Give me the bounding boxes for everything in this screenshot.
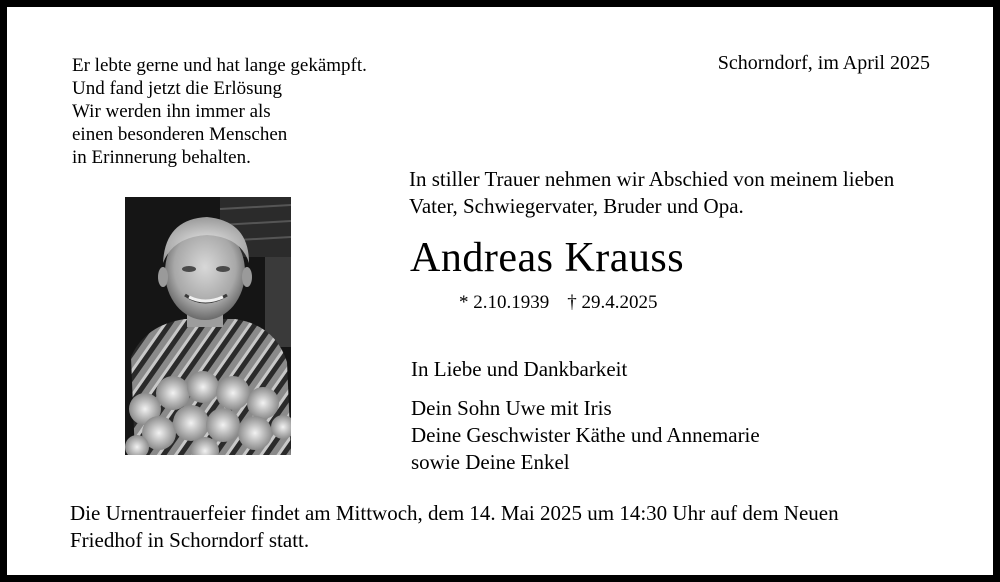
mourner-line: Dein Sohn Uwe mit Iris: [411, 396, 612, 420]
funeral-notice-line: Friedhof in Schorndorf statt.: [70, 528, 310, 552]
memorial-quote: [72, 54, 367, 169]
birth-date: * 2.10.1939: [459, 292, 550, 313]
quote-line: Und fand jetzt die Erlösung: [72, 78, 283, 99]
dedication: In Liebe und Dankbarkeit: [411, 357, 628, 381]
life-dates: [459, 291, 658, 315]
intro-line: Vater, Schwiegervater, Bruder und Opa.: [409, 194, 744, 218]
mourning-intro: [409, 166, 894, 220]
intro-line: In stiller Trauer nehmen wir Abschied von meinem lieben: [409, 167, 895, 191]
mourners-list: [411, 395, 760, 476]
quote-line: Er lebte gerne und hat lange gekämpft.: [72, 55, 367, 76]
place-date: Schorndorf, im April 2025: [717, 52, 930, 74]
quote-line: in Erinnerung behalten.: [72, 147, 251, 168]
portrait-photo: [125, 197, 291, 455]
quote-line: Wir werden ihn immer als: [72, 101, 271, 122]
deceased-name: Andreas Krauss: [410, 235, 685, 281]
death-date: † 29.4.2025: [567, 292, 658, 313]
funeral-notice: [70, 500, 839, 554]
mourner-line: Deine Geschwister Käthe und Annemarie: [411, 423, 760, 447]
funeral-notice-line: Die Urnentrauerfeier findet am Mittwoch, dem 14. Mai 2025 um 14:30 Uhr auf dem Neuen: [70, 501, 839, 525]
quote-line: einen besonderen Menschen: [72, 124, 288, 145]
mourner-line: sowie Deine Enkel: [411, 450, 570, 474]
portrait-image: [125, 197, 291, 455]
